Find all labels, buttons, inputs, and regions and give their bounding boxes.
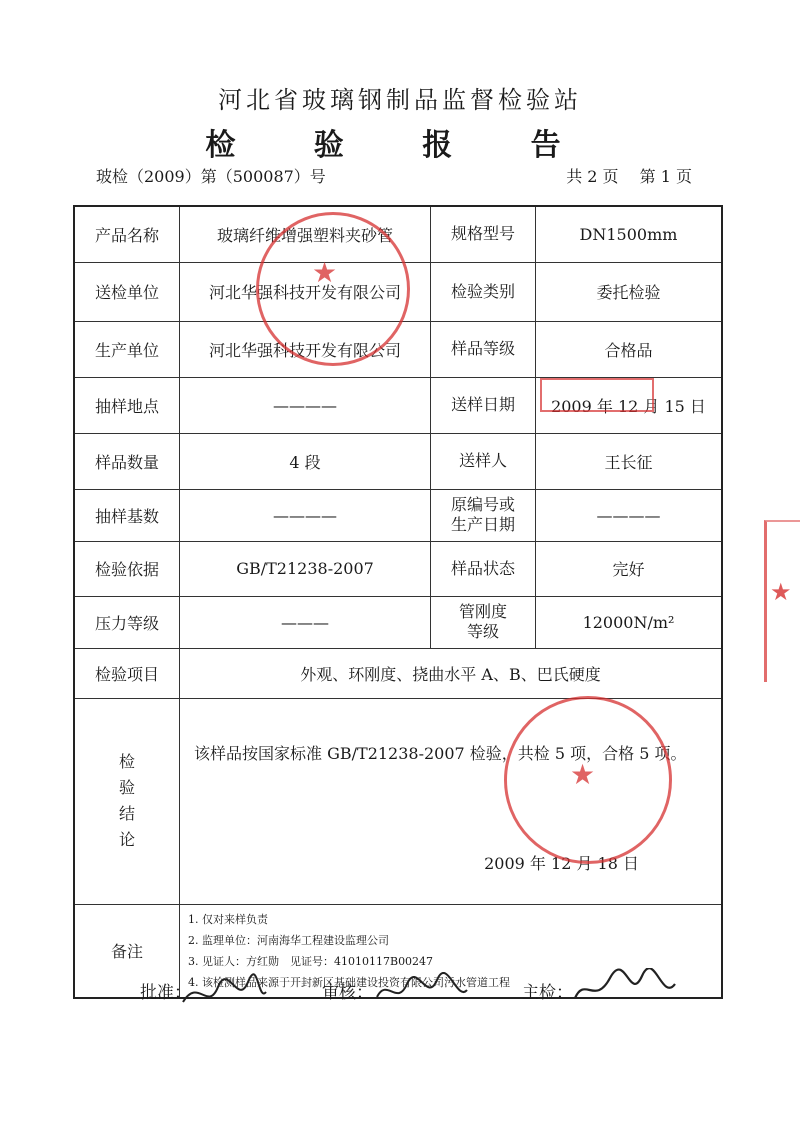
star-icon: ★ — [312, 256, 338, 289]
remarks-label: 备注 — [74, 904, 180, 998]
row-value-2: 王长征 — [536, 433, 723, 489]
row-label: 抽样地点 — [74, 377, 180, 433]
table-row — [74, 206, 722, 262]
row-label-2: 样品状态 — [431, 541, 536, 596]
row-value: 河北华强科技开发有限公司 — [180, 321, 431, 377]
remark-line: 4. 该检测样品来源于开封新区基础建设投资有限公司污水管道工程 — [188, 975, 510, 989]
page-info: 共 2 页 第 1 页 — [566, 167, 692, 186]
conclusion-cell — [180, 698, 723, 904]
table-row — [74, 262, 722, 321]
row-label-2: 管刚度 等级 — [431, 596, 536, 648]
table-row — [74, 541, 722, 596]
org-title: 河北省玻璃钢制品监督检验站 — [218, 86, 582, 114]
row-value-2: DN1500mm — [536, 206, 723, 262]
row-value: ———— — [180, 489, 431, 541]
star-icon: ★ — [570, 758, 596, 791]
remark-line: 3. 见证人：方红勋 见证号：41010117B00247 — [188, 954, 434, 968]
row-label: 压力等级 — [74, 596, 180, 648]
row-value: 玻璃纤维增强塑料夹砂管 — [180, 206, 431, 262]
inspection-items-row — [74, 648, 722, 698]
row-label-2: 送样人 — [431, 433, 536, 489]
row-value-2: 完好 — [536, 541, 723, 596]
items-value: 外观、环刚度、挠曲水平 A、B、巴氏硬度 — [180, 648, 723, 698]
review-label: 审核： — [322, 983, 373, 1003]
table-row — [74, 596, 722, 648]
remark-line: 2. 监理单位：河南海华工程建设监理公司 — [188, 933, 389, 947]
doc-title: 检 验 报 告 — [205, 128, 595, 163]
approve-label: 批准： — [140, 983, 191, 1003]
items-label: 检验项目 — [74, 648, 180, 698]
signature-area — [0, 978, 800, 1038]
table-row — [74, 489, 722, 541]
row-value: GB/T21238-2007 — [180, 541, 431, 596]
inspect-label: 主检： — [522, 983, 573, 1003]
row-label-2: 规格型号 — [431, 206, 536, 262]
row-label-2: 检验类别 — [431, 262, 536, 321]
row-label: 抽样基数 — [74, 489, 180, 541]
review-signature — [372, 972, 472, 1016]
row-value-2: 委托检验 — [536, 262, 723, 321]
table-row — [74, 433, 722, 489]
report-table — [73, 205, 723, 999]
row-value: ——— — [180, 596, 431, 648]
row-value: 4 段 — [180, 433, 431, 489]
row-label: 样品数量 — [74, 433, 180, 489]
star-icon: ★ — [770, 578, 792, 606]
conclusion-text: 该样品按国家标准 GB/T21238-2007 检验，共检 5 项，合格 5 项。 — [194, 743, 687, 763]
row-label: 检验依据 — [74, 541, 180, 596]
row-value-2: 12000N/m² — [536, 596, 723, 648]
row-label-2: 原编号或 生产日期 — [431, 489, 536, 541]
conclusion-date: 2009 年 12 月 18 日 — [484, 853, 639, 873]
report-number: 玻检（2009）第（500087）号 — [96, 167, 326, 186]
row-value-2: 2009 年 12 月 15 日 — [536, 377, 723, 433]
inspect-signature — [570, 968, 680, 1016]
row-value-2: 合格品 — [536, 321, 723, 377]
row-label: 产品名称 — [74, 206, 180, 262]
approve-signature — [178, 972, 268, 1016]
row-label: 送检单位 — [74, 262, 180, 321]
conclusion-row — [74, 698, 722, 904]
conclusion-label: 检 验 结 论 — [74, 698, 180, 904]
table-row — [74, 321, 722, 377]
row-label-2: 样品等级 — [431, 321, 536, 377]
row-label: 生产单位 — [74, 321, 180, 377]
row-label-2: 送样日期 — [431, 377, 536, 433]
date-stamp — [540, 378, 654, 412]
row-value-2: ———— — [536, 489, 723, 541]
remark-line: 1. 仅对来样负责 — [188, 912, 268, 926]
row-value: 河北华强科技开发有限公司 — [180, 262, 431, 321]
row-value: ———— — [180, 377, 431, 433]
